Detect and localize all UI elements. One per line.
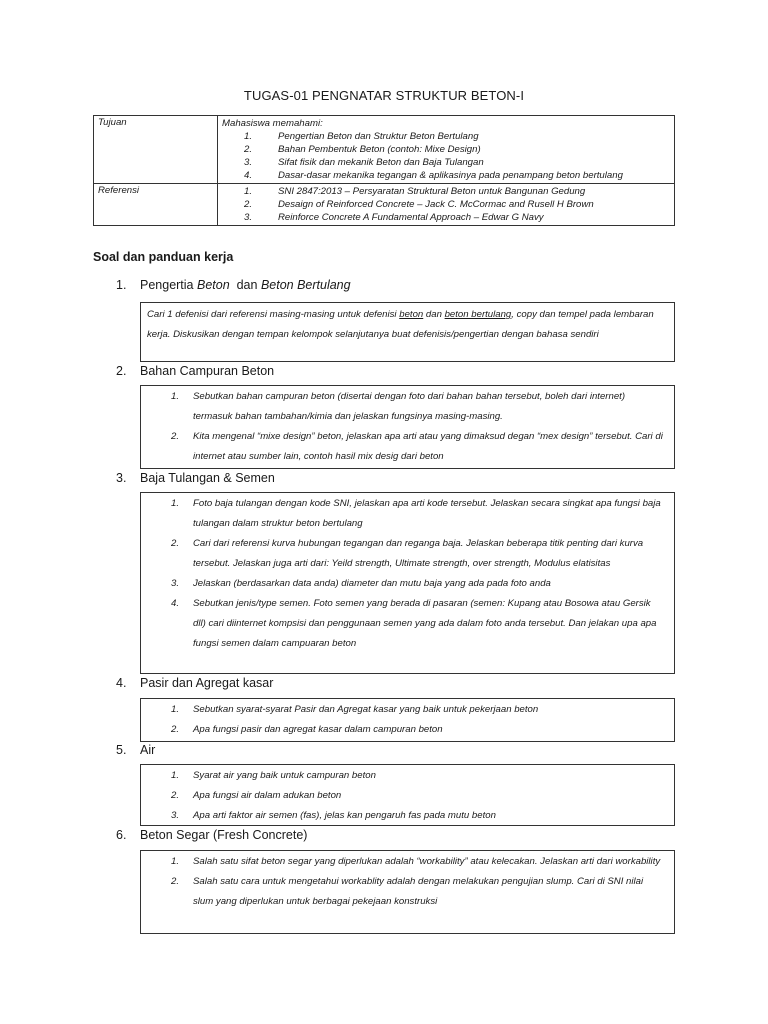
tujuan-content <box>218 116 675 184</box>
task-list <box>141 852 674 912</box>
list-text: Cari dari referensi kurva hubungan tegangan dan reganga baja. Jelaskan beberapa titik penting dari kurva tersebut. Jelaskan juga arti dari: Yeild strength, Ultimate strength, over strength, Modulus elatisitas <box>193 538 644 569</box>
list-number: 2. <box>171 724 180 735</box>
task-box-1 <box>140 302 675 362</box>
list-number: 3. <box>171 578 180 589</box>
para-part: , copy dan tempel pada lembaran kerja. Diskusikan dengan tempan kelompok selanjutanya buat defenisis/pengertian dengan bahasa sendiri <box>147 309 654 340</box>
list-item <box>222 185 670 198</box>
referensi-list <box>222 185 670 224</box>
list-item <box>222 130 670 143</box>
section-number: 1. <box>116 278 127 292</box>
list-text: Bahan Pembentuk Beton (contoh: Mixe Design) <box>278 144 481 155</box>
title-part: dan <box>229 278 261 292</box>
title-part: Pengertia <box>140 278 197 292</box>
list-number: 2. <box>171 538 180 549</box>
tujuan-row <box>94 116 675 184</box>
list-item <box>222 143 670 156</box>
referensi-row <box>94 184 675 226</box>
list-text: Dasar-dasar mekanika tegangan & aplikasinya pada penampang beton bertulang <box>278 170 623 181</box>
list-item <box>141 594 674 654</box>
list-item <box>141 387 674 427</box>
para-underline: beton bertulang <box>444 309 512 320</box>
list-number: 1. <box>171 856 180 867</box>
list-text: Salah satu sifat beton segar yang diperlukan adalah “workability” atau kelecakan. Jelaskan arti dari workability <box>193 856 661 867</box>
list-number: 1. <box>171 770 180 781</box>
title-italic: Beton Bertulang <box>260 278 351 292</box>
list-item <box>222 198 670 211</box>
list-item <box>141 806 674 826</box>
section-title-3 <box>116 471 275 485</box>
list-text: SNI 2847:2013 – Persyaratan Struktural Beton untuk Bangunan Gedung <box>278 186 586 197</box>
list-text: Kita mengenal “mixe design” beton, jelaskan apa arti atau yang dimaksud degan “mex design” tersebut. Cari di internet atau sumber lain, contoh hasil mix desig dari beton <box>193 431 663 462</box>
para-part: Cari 1 defenisi dari referensi masing-masing untuk defenisi <box>147 309 400 320</box>
list-number: 3. <box>171 810 180 821</box>
list-number: 3. <box>244 212 253 223</box>
task-box-6 <box>140 850 675 934</box>
task-box-5 <box>140 764 675 826</box>
list-number: 1. <box>171 391 180 402</box>
list-item <box>141 574 674 594</box>
referensi-content <box>218 184 675 226</box>
list-item <box>141 766 674 786</box>
task-list <box>141 494 674 654</box>
list-item <box>141 852 674 872</box>
section-number: 5. <box>116 743 127 757</box>
section-title-5 <box>116 743 155 757</box>
task-box-3 <box>140 492 675 674</box>
list-text: Apa fungsi pasir dan agregat kasar dalam campuran beton <box>193 724 443 735</box>
list-number: 2. <box>244 199 253 210</box>
para-underline: beton <box>399 309 424 320</box>
section-title-text: Air <box>140 743 156 757</box>
list-text: Sifat fisik dan mekanik Beton dan Baja Tulangan <box>278 157 484 168</box>
section-number: 6. <box>116 828 127 842</box>
document-title: TUGAS-01 PENGNATAR STRUKTUR BETON-I <box>243 88 525 103</box>
objectives-table <box>93 115 675 226</box>
title-italic: Beton <box>196 278 230 292</box>
list-item <box>222 156 670 169</box>
section-number: 4. <box>116 676 127 690</box>
list-number: 2. <box>244 144 253 155</box>
task-list <box>141 387 674 467</box>
list-text: Syarat air yang baik untuk campuran beton <box>193 770 376 781</box>
section-title-1 <box>116 278 351 292</box>
tujuan-list <box>222 130 670 182</box>
list-text: Sebutkan jenis/type semen. Foto semen yang berada di pasaran (semen: Kupang atau Bosowa atau Gersik dll) cari diinternet kompsisi dan penggunaan semen yang ada dalam foto anda tersebut. Dan jelakan upa apa fungsi semen dalam campuaran beton <box>193 598 657 649</box>
list-text: Pengertian Beton dan Struktur Beton Bertulang <box>278 131 479 142</box>
section-title-text: Baja Tulangan & Semen <box>140 471 275 485</box>
list-text: Jelaskan (berdasarkan data anda) diameter dan mutu baja yang ada pada foto anda <box>193 578 551 589</box>
list-text: Desaign of Reinforced Concrete – Jack C. McCormac and Rusell H Brown <box>278 199 594 210</box>
list-number: 2. <box>171 790 180 801</box>
referensi-label: Referensi <box>94 184 218 226</box>
section-title-2 <box>116 364 274 378</box>
list-text: Foto baja tulangan dengan kode SNI, jelaskan apa arti kode tersebut. Jelaskan secara singkat apa fungsi baja tulangan dalam struktur beton bertulang <box>193 498 661 529</box>
list-number: 1. <box>244 131 253 142</box>
list-item <box>141 494 674 534</box>
tujuan-intro: Mahasiswa memahami: <box>222 118 323 129</box>
list-text: Salah satu cara untuk mengetahui workablity adalah dengan melakukan pengujian slump. Cari di SNI nilai slum yang diperlukan untuk berbagai pekejaan konstruksi <box>193 876 644 907</box>
list-item <box>141 872 674 912</box>
section-title-6 <box>116 828 307 842</box>
section-number: 3. <box>116 471 127 485</box>
list-number: 4. <box>244 170 253 181</box>
list-item <box>141 427 674 467</box>
list-text: Apa arti faktor air semen (fas), jelas kan pengaruh fas pada mutu beton <box>193 810 496 821</box>
task-paragraph <box>141 303 674 347</box>
list-number: 1. <box>244 186 253 197</box>
task-list <box>141 700 674 740</box>
list-number: 1. <box>171 704 180 715</box>
list-text: Sebutkan syarat-syarat Pasir dan Agregat kasar yang baik untuk pekerjaan beton <box>193 704 539 715</box>
list-text: Apa fungsi air dalam adukan beton <box>193 790 342 801</box>
list-item <box>141 720 674 740</box>
list-number: 3. <box>244 157 253 168</box>
section-heading: Soal dan panduan kerja <box>93 250 234 264</box>
list-number: 4. <box>171 598 180 609</box>
section-title-text <box>140 278 351 292</box>
list-item <box>222 169 670 182</box>
task-box-4 <box>140 698 675 742</box>
list-number: 1. <box>171 498 180 509</box>
list-item <box>141 700 674 720</box>
task-box-2 <box>140 385 675 469</box>
section-title-text: Beton Segar (Fresh Concrete) <box>140 828 308 842</box>
list-text: Reinforce Concrete A Fundamental Approach – Edwar G Navy <box>278 212 544 223</box>
para-part: dan <box>423 309 445 320</box>
section-number: 2. <box>116 364 127 378</box>
section-title-4 <box>116 676 273 690</box>
list-number: 2. <box>171 431 180 442</box>
list-item <box>141 786 674 806</box>
tujuan-label: Tujuan <box>94 116 218 184</box>
list-number: 2. <box>171 876 180 887</box>
list-text: Sebutkan bahan campuran beton (disertai dengan foto dari bahan bahan tersebut, boleh dari internet) termasuk bahan tambahan/kimia dan jelaskan fungsinya masing-masing. <box>193 391 626 422</box>
task-list <box>141 766 674 826</box>
section-title-text: Pasir dan Agregat kasar <box>140 676 274 690</box>
list-item <box>222 211 670 224</box>
list-item <box>141 534 674 574</box>
section-title-text: Bahan Campuran Beton <box>140 364 275 378</box>
